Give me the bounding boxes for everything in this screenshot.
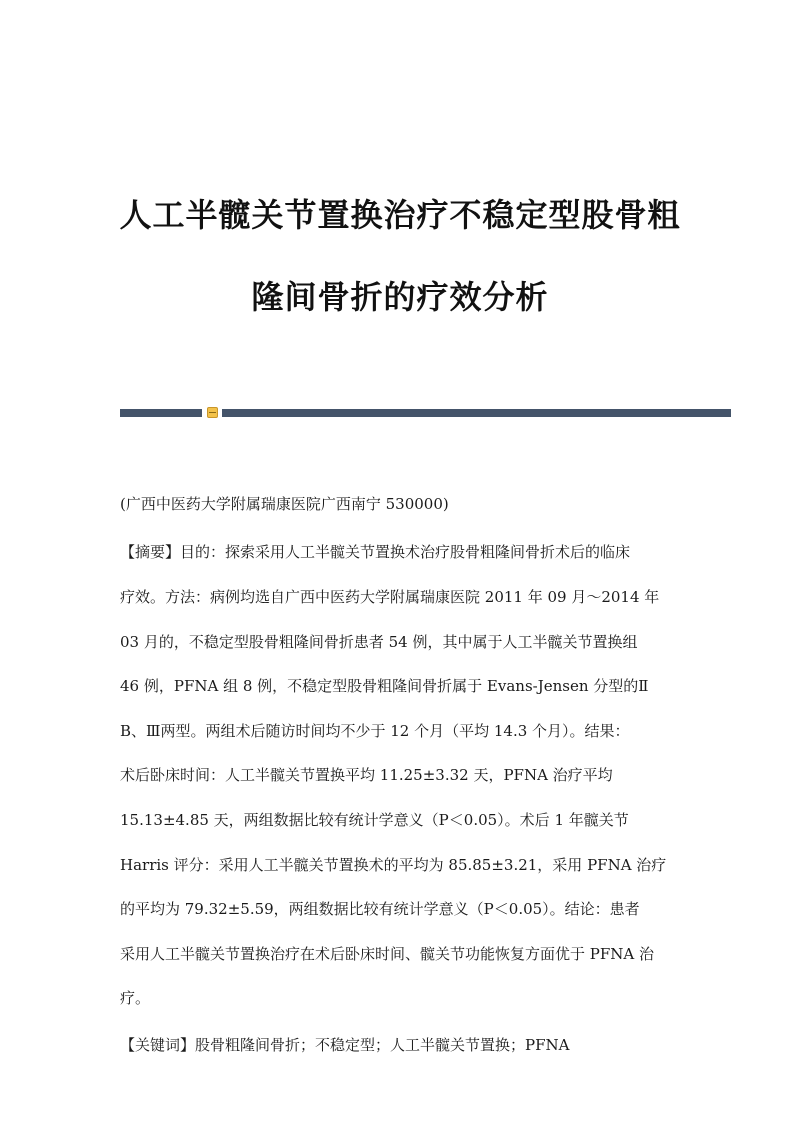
divider-right-segment <box>222 409 731 417</box>
abstract-line: 的平均为 79.32±5.59，两组数据比较有统计学意义（P＜0.05）。结论：患者 <box>120 900 640 918</box>
divider-emblem-icon <box>207 407 218 418</box>
abstract-line: 采用人工半髋关节置换治疗在术后卧床时间、髋关节功能恢复方面优于 PFNA 治 <box>120 945 654 963</box>
abstract-line: 46 例，PFNA 组 8 例，不稳定型股骨粗隆间骨折属于 Evans-Jensen 分型的Ⅱ <box>120 677 649 695</box>
divider-left-segment <box>120 409 202 417</box>
abstract-line: 15.13±4.85 天，两组数据比较有统计学意义（P＜0.05）。术后 1 年髋关节 <box>120 811 629 829</box>
abstract-line: 疗效。方法：病例均选自广西中医药大学附属瑞康医院 2011 年 09 月～2014 年 <box>120 588 660 606</box>
abstract-line: Harris 评分：采用人工半髋关节置换术的平均为 85.85±3.21，采用 PFNA 治疗 <box>120 856 667 874</box>
affiliation: (广西中医药大学附属瑞康医院广西南宁 530000) <box>120 495 449 513</box>
paper-title-line-2: 隆间骨折的疗效分析 <box>251 278 549 316</box>
keywords: 【关键词】股骨粗隆间骨折；不稳定型；人工半髋关节置换；PFNA <box>120 1036 570 1054</box>
title-divider <box>120 409 731 417</box>
abstract-line: 疗。 <box>120 989 151 1007</box>
abstract-line: B、Ⅲ两型。两组术后随访时间均不少于 12 个月（平均 14.3 个月）。结果： <box>120 722 630 740</box>
abstract-line: 术后卧床时间：人工半髋关节置换平均 11.25±3.32 天，PFNA 治疗平均 <box>120 766 613 784</box>
paper-title-line-1: 人工半髋关节置换治疗不稳定型股骨粗 <box>119 196 681 234</box>
abstract-line: 03 月的，不稳定型股骨粗隆间骨折患者 54 例，其中属于人工半髋关节置换组 <box>120 633 638 651</box>
abstract-line: 【摘要】目的：探索采用人工半髋关节置换术治疗股骨粗隆间骨折术后的临床 <box>120 543 631 561</box>
